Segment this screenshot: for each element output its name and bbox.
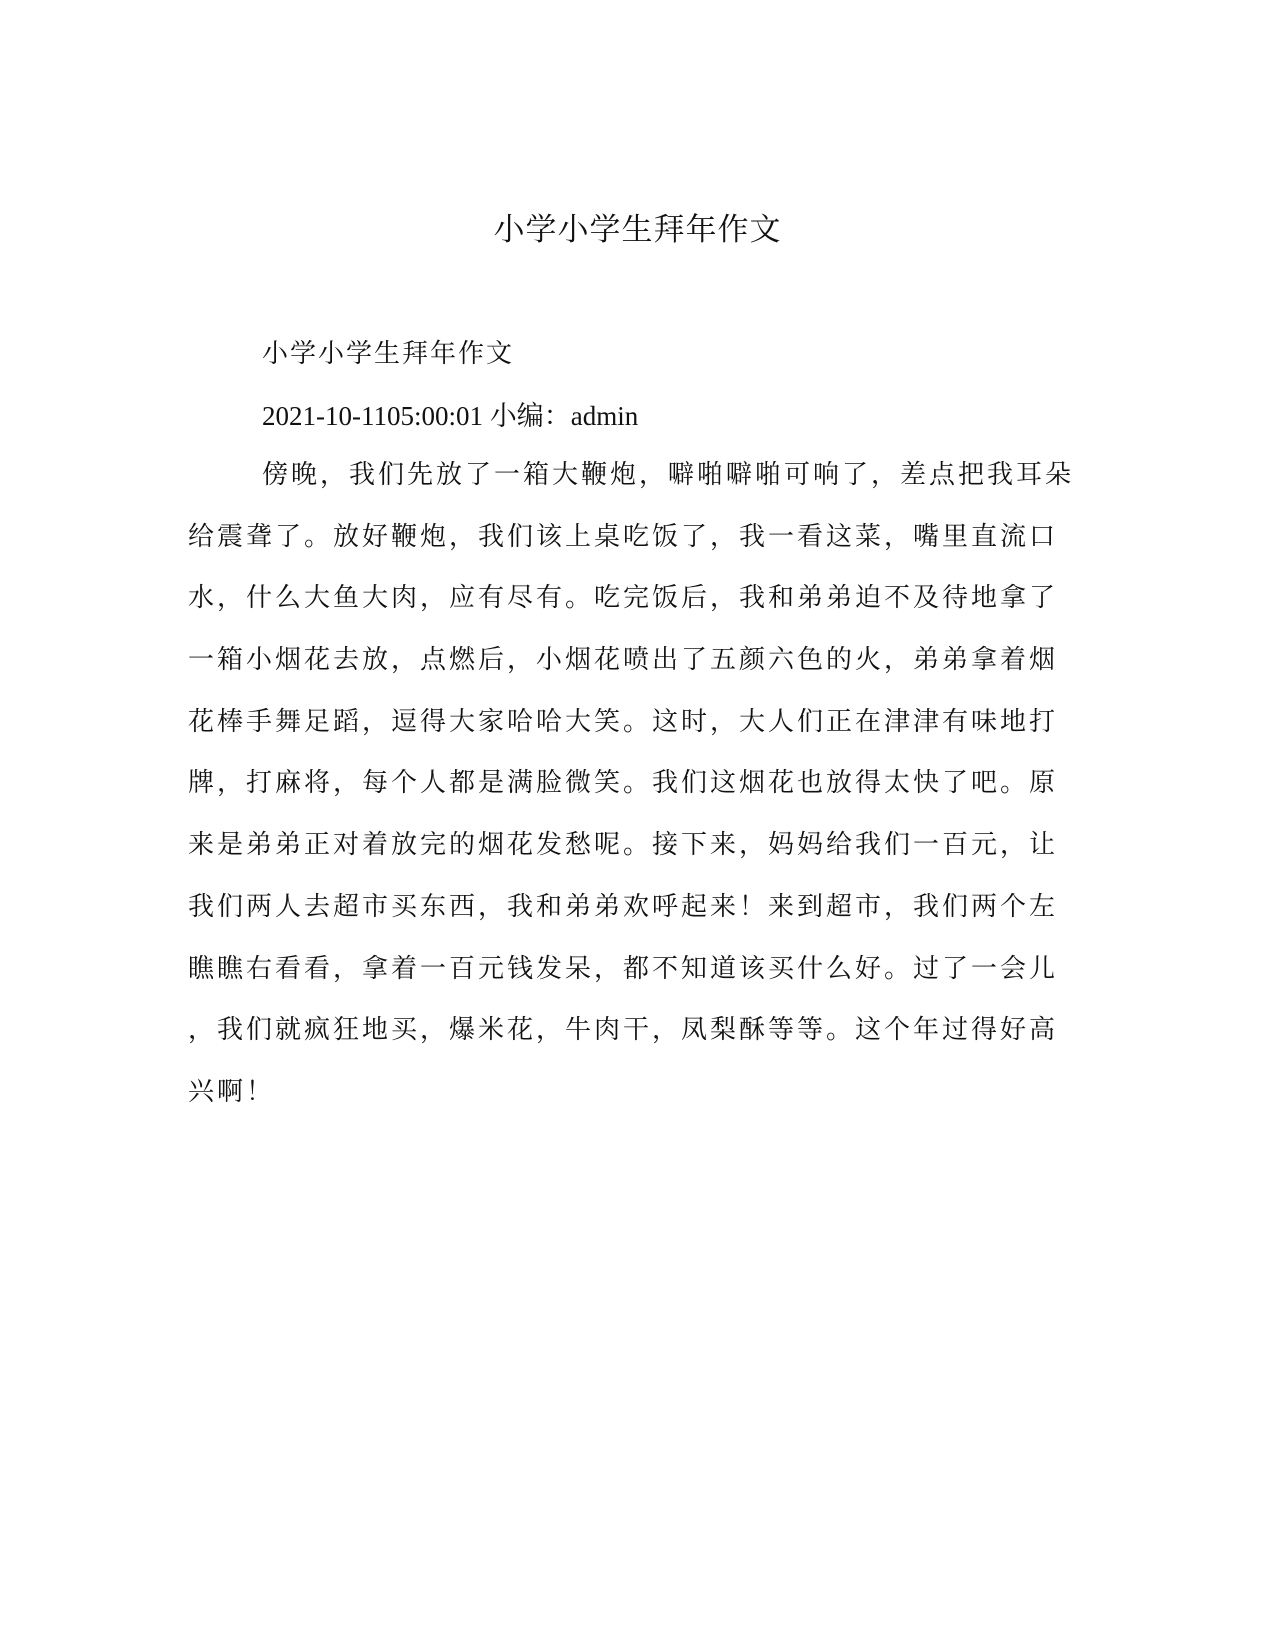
article-meta	[262, 396, 638, 436]
paragraph-line: 花棒手舞足蹈，逗得大家哈哈大笑。这时，大人们正在津津有味地打	[188, 706, 1059, 737]
paragraph-line: 瞧瞧右看看，拿着一百元钱发呆，都不知道该买什么好。过了一会儿	[188, 953, 1059, 984]
paragraph-line: 一箱小烟花去放，点燃后，小烟花喷出了五颜六色的火，弟弟拿着烟	[188, 645, 1059, 676]
paragraph-line: ，我们就疯狂地买，爆米花，牛肉干，凤梨酥等等。这个年过得好高	[188, 1015, 1059, 1046]
article-subtitle: 小学小学生拜年作文	[262, 339, 515, 369]
paragraph-line: 给震聋了。放好鞭炮，我们该上桌吃饭了，我一看这菜，嘴里直流口	[188, 521, 1059, 552]
paragraph-line: 水，什么大鱼大肉，应有尽有。吃完饭后，我和弟弟迫不及待地拿了	[188, 583, 1059, 614]
document-title: 小学小学生拜年作文	[493, 212, 782, 248]
editor-label: 小编：	[489, 401, 571, 431]
editor-name: admin	[570, 401, 639, 431]
paragraph-line: 我们两人去超市买东西，我和弟弟欢呼起来！来到超市，我们两个左	[188, 891, 1059, 922]
publish-datetime: 2021-10-1105:00:01	[262, 401, 483, 431]
paragraph-line: 傍晚，我们先放了一箱大鞭炮，噼啪噼啪可响了，差点把我耳朵	[262, 460, 1075, 490]
paragraph-line: 来是弟弟正对着放完的烟花发愁呢。接下来，妈妈给我们一百元，让	[188, 830, 1059, 861]
paragraph-line: 牌，打麻将，每个人都是满脸微笑。我们这烟花也放得太快了吧。原	[188, 768, 1059, 799]
article-body	[188, 455, 1075, 1134]
paragraph-line: 兴啊！	[188, 1076, 276, 1107]
